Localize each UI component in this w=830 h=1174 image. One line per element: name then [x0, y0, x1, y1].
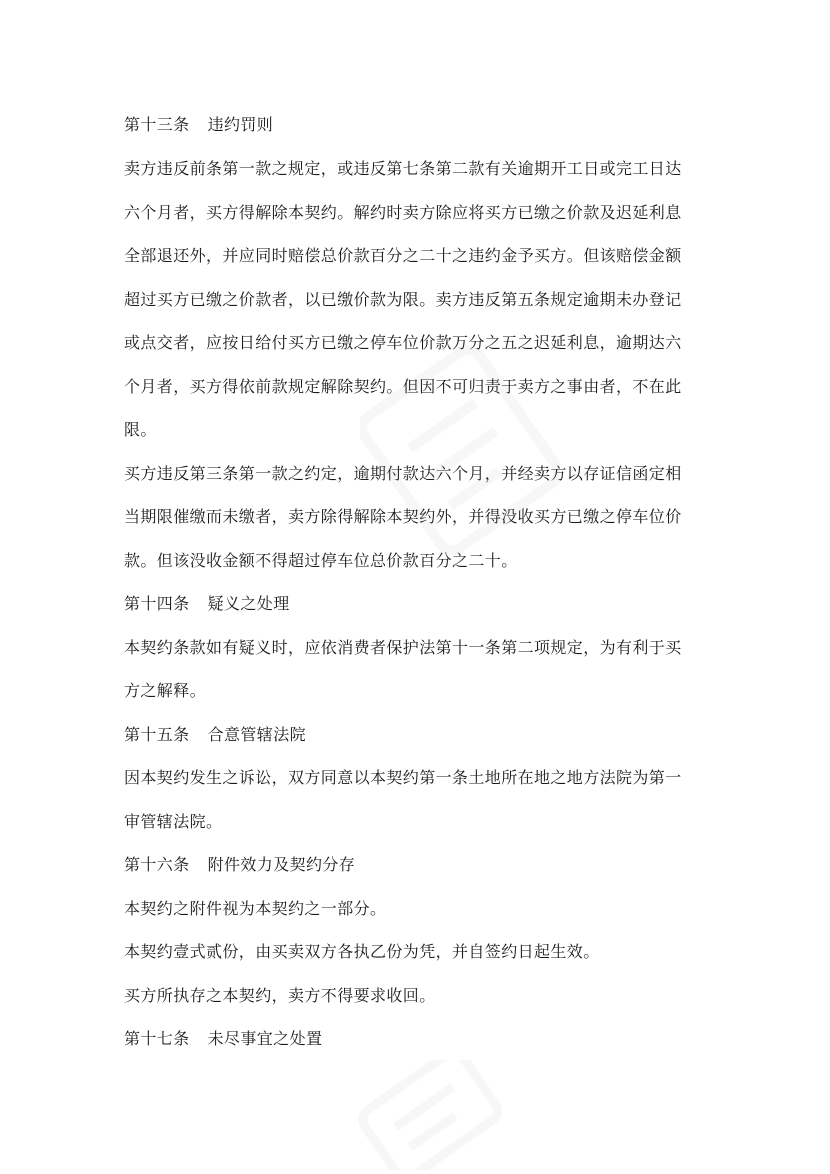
paragraph-line: 六个月者，买方得解除本契约。解约时卖方除应将买方已缴之价款及迟延利息	[124, 203, 682, 222]
article-number: 第十三条	[124, 115, 190, 134]
paragraph-line: 审管辖法院。	[124, 812, 223, 831]
article-title: 疑义之处理	[207, 594, 290, 613]
article-17-heading	[124, 1029, 322, 1049]
watermark-mark-upper	[360, 330, 560, 570]
paragraph-line: 买方所执存之本契约，卖方不得要求收回。	[124, 986, 436, 1005]
paragraph-line: 本契约条款如有疑义时，应依消费者保护法第十一条第二项规定，为有利于买	[124, 638, 682, 657]
paragraph-line: 款。但该没收金额不得超过停车位总价款百分之二十。	[124, 551, 518, 570]
article-14-heading	[124, 594, 290, 614]
paragraph-line: 超过买方已缴之价款者，以已缴价款为限。卖方违反第五条规定逾期未办登记	[124, 290, 682, 309]
article-title: 附件效力及契约分存	[207, 855, 356, 874]
article-number: 第十七条	[124, 1029, 190, 1048]
paragraph-line: 方之解释。	[124, 681, 207, 700]
paragraph-line: 或点交者，应按日给付买方已缴之停车位价款万分之五之迟延利息，逾期达六	[124, 333, 682, 352]
paragraph-line: 本契约之附件视为本契约之一部分。	[124, 899, 387, 918]
article-number: 第十四条	[124, 594, 190, 613]
article-13-heading	[124, 115, 273, 135]
article-title: 合意管辖法院	[207, 725, 307, 744]
paragraph-line: 买方违反第三条第一款之约定，逾期付款达六个月，并经卖方以存证信函定相	[124, 464, 682, 483]
paragraph-line: 卖方违反前条第一款之规定，或违反第七条第二款有关逾期开工日或完工日达	[124, 159, 682, 178]
paragraph-line: 因本契约发生之诉讼，双方同意以本契约第一条土地所在地之地方法院为第一	[124, 768, 682, 787]
paragraph-line: 限。	[124, 420, 157, 439]
watermark-mark-lower	[330, 1060, 530, 1170]
article-number: 第十六条	[124, 855, 190, 874]
article-15-heading	[124, 725, 306, 745]
paragraph-line: 当期限催缴而未缴者，卖方除得解除本契约外，并得没收买方已缴之停车位价	[124, 507, 682, 526]
article-number: 第十五条	[124, 725, 190, 744]
paragraph-line: 个月者，买方得依前款规定解除契约。但因不可归责于卖方之事由者，不在此	[124, 377, 682, 396]
article-16-heading	[124, 855, 355, 875]
article-title: 未尽事宜之处置	[207, 1029, 323, 1048]
paragraph-line: 全部退还外，并应同时赔偿总价款百分之二十之违约金予买方。但该赔偿金额	[124, 246, 682, 265]
paragraph-line: 本契约壹式贰份，由买卖双方各执乙份为凭，并自签约日起生效。	[124, 942, 600, 961]
article-title: 违约罚则	[207, 115, 274, 134]
